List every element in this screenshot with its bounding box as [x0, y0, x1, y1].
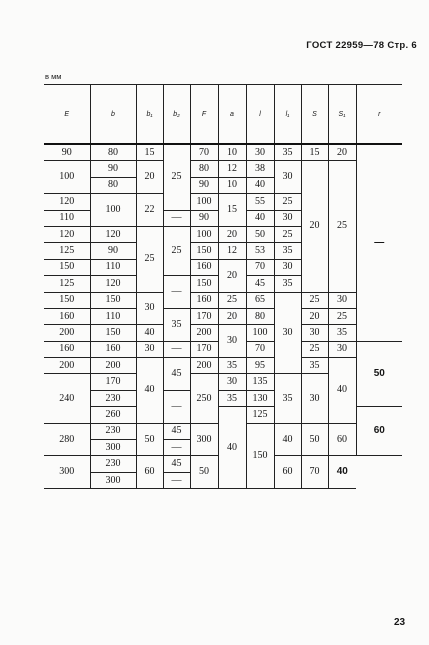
table-cell: 25: [328, 308, 356, 324]
table-cell: 250: [190, 374, 218, 423]
table-cell: 150: [90, 325, 136, 341]
table-cell: 240: [44, 374, 90, 423]
units-label: в мм: [45, 72, 62, 81]
table-cell: 20: [301, 161, 328, 292]
table-cell: 125: [44, 243, 90, 259]
table-cell: 300: [90, 472, 136, 488]
table-cell: 40: [136, 325, 163, 341]
table-cell: 10: [218, 177, 246, 193]
table-cell: 280: [44, 423, 90, 456]
table-cell: 70: [246, 341, 274, 357]
table-row: [44, 161, 402, 177]
table-cell: 25: [301, 292, 328, 308]
table-cell: 90: [90, 243, 136, 259]
table-cell: 40: [246, 210, 274, 226]
table-cell: 260: [90, 407, 136, 423]
table-cell: 150: [190, 276, 218, 292]
table-cell: 25: [274, 194, 301, 210]
column-header: l: [246, 85, 274, 145]
table-cell: 35: [328, 325, 356, 341]
table-cell: 120: [44, 194, 90, 210]
table-cell: 30: [218, 325, 246, 358]
table-cell: —: [163, 210, 190, 226]
table-cell: 160: [44, 308, 90, 324]
table-cell: 130: [246, 390, 274, 406]
table-cell: 35: [218, 390, 246, 406]
column-header: E: [44, 85, 90, 145]
table-cell: 150: [246, 423, 274, 489]
table-cell: 10: [218, 144, 246, 161]
table-cell: 35: [218, 358, 246, 374]
column-header: b₁: [136, 85, 163, 145]
table-row: [44, 308, 402, 324]
table-cell: 30: [274, 161, 301, 194]
table-cell: 100: [190, 194, 218, 210]
table-cell: 40: [274, 423, 301, 456]
table-cell: 120: [44, 226, 90, 242]
table-cell: 30: [136, 341, 163, 357]
column-header: b: [90, 85, 136, 145]
table-cell: 160: [190, 259, 218, 275]
table-cell: 40: [136, 358, 163, 424]
table-cell: 95: [246, 358, 274, 374]
table-cell: 80: [246, 308, 274, 324]
column-header: S: [301, 85, 328, 145]
table-cell: 55: [246, 194, 274, 210]
table-cell: 35: [301, 358, 328, 374]
page-number: 23: [394, 617, 406, 628]
table-cell: 25: [163, 144, 190, 210]
table-cell: 90: [90, 161, 136, 177]
table-cell: 200: [190, 358, 218, 374]
table-cell: 25: [328, 161, 356, 292]
table-cell: 38: [246, 161, 274, 177]
table-cell: —: [356, 144, 402, 341]
table-cell: 160: [44, 341, 90, 357]
table-cell: 50: [136, 423, 163, 456]
table-header-row: [44, 85, 402, 145]
table-row: [44, 358, 402, 374]
table-row: [44, 292, 402, 308]
table-cell: 25: [301, 341, 328, 357]
table-cell: 70: [190, 144, 218, 161]
table-cell: 90: [44, 144, 90, 161]
table-cell: 100: [44, 161, 90, 194]
table-cell: 110: [90, 259, 136, 275]
table-cell: 20: [136, 161, 163, 194]
table-cell: 300: [44, 456, 90, 489]
table-cell: 230: [90, 456, 136, 472]
table-cell: 12: [218, 161, 246, 177]
table-cell: 40: [246, 177, 274, 193]
table-cell: 40: [328, 456, 356, 489]
table-cell: 200: [44, 325, 90, 341]
table-cell: 40: [328, 358, 356, 424]
column-header: l₁: [274, 85, 301, 145]
table-cell: 150: [44, 292, 90, 308]
table-cell: 20: [218, 308, 246, 324]
table-cell: 45: [163, 423, 190, 439]
table-cell: 25: [218, 292, 246, 308]
table-cell: 20: [328, 144, 356, 161]
table-cell: 22: [136, 194, 163, 227]
table-cell: 300: [90, 440, 136, 456]
table-cell: 80: [90, 177, 136, 193]
column-header: S₁: [328, 85, 356, 145]
table-cell: 53: [246, 243, 274, 259]
table-cell: 25: [136, 226, 163, 292]
table-cell: 60: [274, 456, 301, 489]
table-cell: 40: [218, 407, 246, 489]
table-cell: 135: [246, 374, 274, 390]
table-cell: 30: [328, 292, 356, 308]
table-cell: 300: [190, 423, 218, 456]
column-header: r: [356, 85, 402, 145]
table-cell: 170: [90, 374, 136, 390]
table-cell: 70: [301, 456, 328, 489]
table-cell: 15: [218, 194, 246, 227]
table-cell: 170: [190, 308, 218, 324]
table-cell: 200: [90, 358, 136, 374]
table-cell: —: [163, 390, 190, 423]
table-cell: 100: [90, 194, 136, 227]
table-cell: 20: [218, 226, 246, 242]
table-cell: 110: [90, 308, 136, 324]
table-cell: 125: [246, 407, 274, 423]
table-cell: 60: [328, 423, 356, 456]
table-cell: 30: [301, 374, 328, 423]
table-cell: 90: [190, 210, 218, 226]
table-row: [44, 144, 402, 161]
table-cell: 50: [356, 341, 402, 407]
table-cell: 230: [90, 423, 136, 439]
table-cell: 60: [136, 456, 163, 489]
table-cell: —: [163, 440, 190, 456]
table-cell: 25: [274, 226, 301, 242]
table-cell: 50: [246, 226, 274, 242]
table-cell: 15: [301, 144, 328, 161]
table-cell: 30: [274, 259, 301, 275]
table-cell: 35: [274, 374, 301, 423]
table-cell: 120: [90, 276, 136, 292]
table-cell: 45: [163, 456, 190, 472]
table-cell: 150: [190, 243, 218, 259]
table-cell: 12: [218, 243, 246, 259]
table-cell: 150: [44, 259, 90, 275]
table-cell: 30: [218, 374, 246, 390]
table-cell: 160: [90, 341, 136, 357]
table-cell: 20: [301, 308, 328, 324]
table-cell: —: [163, 276, 190, 309]
table-cell: 150: [90, 292, 136, 308]
table-cell: 200: [190, 325, 218, 341]
table-cell: 15: [136, 144, 163, 161]
table-cell: 100: [190, 226, 218, 242]
table-cell: 30: [136, 292, 163, 325]
table-cell: 35: [274, 243, 301, 259]
table-cell: 90: [190, 177, 218, 193]
table-cell: 65: [246, 292, 274, 308]
page-header: ГОСТ 22959—78 Стр. 6: [306, 40, 417, 51]
table-cell: 100: [246, 325, 274, 341]
column-header: F: [190, 85, 218, 145]
table-cell: 80: [90, 144, 136, 161]
table-row: [44, 325, 402, 341]
dimensions-table: [44, 84, 402, 489]
table-cell: 200: [44, 358, 90, 374]
table-cell: 35: [274, 144, 301, 161]
table-cell: 20: [218, 259, 246, 292]
table-cell: 230: [90, 390, 136, 406]
column-header: b₂: [163, 85, 190, 145]
table-cell: 35: [274, 276, 301, 292]
table-cell: 45: [163, 358, 190, 391]
table-cell: 30: [274, 292, 301, 374]
table-cell: 160: [190, 292, 218, 308]
table-cell: 25: [163, 226, 190, 275]
table-cell: 30: [301, 325, 328, 341]
table-cell: 110: [44, 210, 90, 226]
table-cell: 70: [246, 259, 274, 275]
table-cell: 45: [246, 276, 274, 292]
table-cell: 50: [301, 423, 328, 456]
table-cell: —: [163, 341, 190, 357]
table-cell: 80: [190, 161, 218, 177]
table-cell: 30: [246, 144, 274, 161]
column-header: a: [218, 85, 246, 145]
table-cell: 125: [44, 276, 90, 292]
table-cell: —: [163, 472, 190, 488]
table-cell: 35: [163, 308, 190, 341]
table-cell: 50: [190, 456, 218, 489]
table-cell: 30: [274, 210, 301, 226]
table-cell: 120: [90, 226, 136, 242]
table-cell: 170: [190, 341, 218, 357]
table-cell: 60: [356, 407, 402, 456]
table-cell: 30: [328, 341, 356, 357]
